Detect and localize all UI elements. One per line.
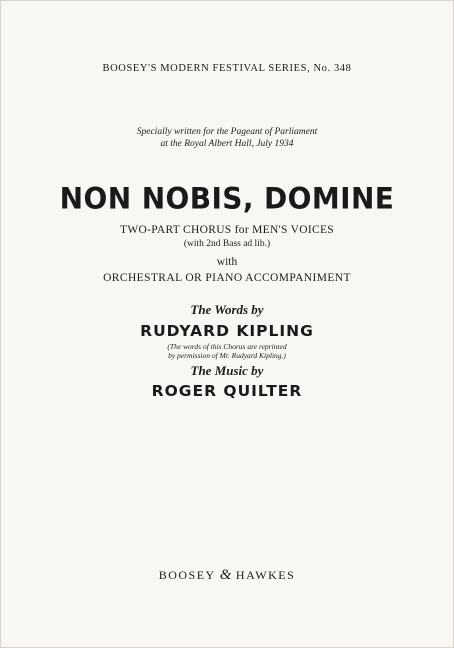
series-line: BOOSEY'S MODERN FESTIVAL SERIES, No. 348 <box>102 63 352 74</box>
scoring-line: TWO-PART CHORUS for MEN'S VOICES <box>120 224 334 236</box>
lyricist-name: RUDYARD KIPLING <box>140 322 314 340</box>
words-by-label: The Words by <box>190 302 264 317</box>
occasion-note-line1: Specially written for the Pageant of Parliament <box>136 127 318 137</box>
accompaniment-line: ORCHESTRAL OR PIANO ACCOMPANIMENT <box>103 272 351 284</box>
scoring-with: with <box>216 256 238 268</box>
composer-name: ROGER QUILTER <box>151 382 303 400</box>
publisher-imprint <box>1 567 453 584</box>
occasion-note-line2: at the Royal Albert Hall, July 1934 <box>160 139 294 149</box>
publisher-name-right: HAWKES <box>235 568 296 582</box>
publisher-ampersand: & <box>219 567 232 583</box>
music-by-label: The Music by <box>190 363 264 378</box>
work-title: NON NOBIS, DOMINE <box>59 181 395 216</box>
scoring-note: (with 2nd Bass ad lib.) <box>183 239 271 249</box>
permission-note-line2: by permission of Mr. Rudyard Kipling.) <box>168 351 286 360</box>
publisher-name-left: BOOSEY <box>158 568 216 582</box>
permission-note-line1: (The words of this Chorus are reprinted <box>167 342 287 351</box>
